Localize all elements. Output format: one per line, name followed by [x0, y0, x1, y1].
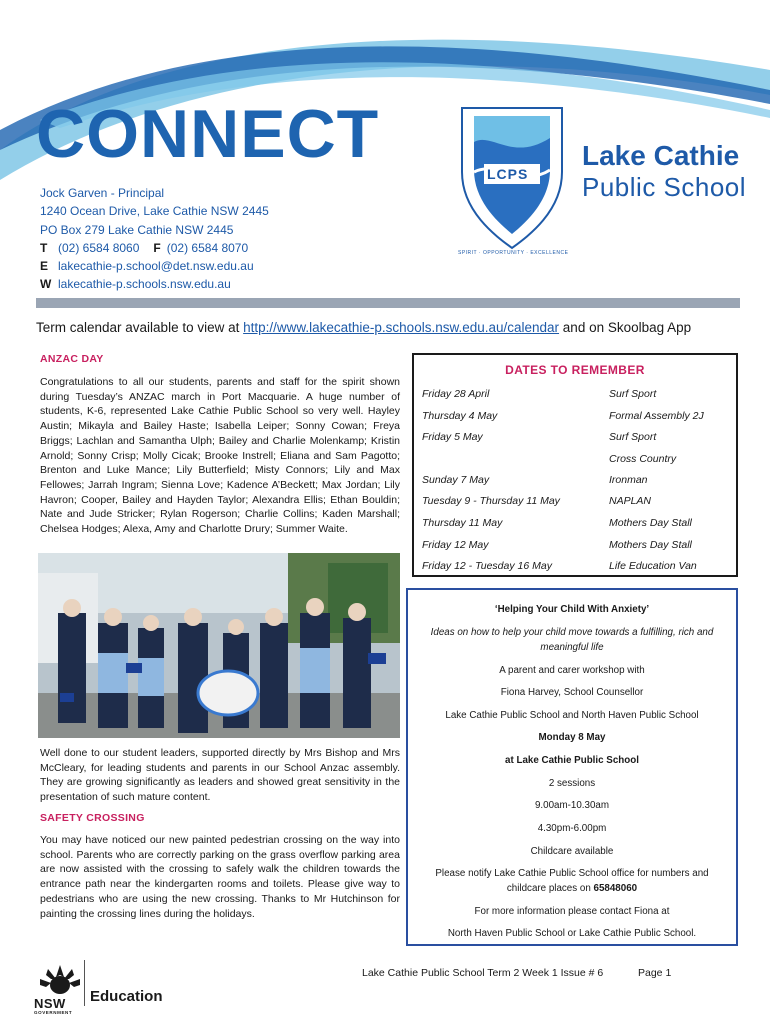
- anzac-heading: ANZAC DAY: [40, 353, 104, 365]
- workshop-session-2: 4.30pm-6.00pm: [537, 823, 607, 834]
- fax-label: F: [153, 240, 161, 255]
- dates-title: DATES TO REMEMBER: [505, 363, 645, 377]
- anzac-leaders-caption: Well done to our student leaders, supported directly by Mrs Bishop and Mrs McCleary, for leading students and parents in our School Anzac assembly. They are growing significantly as leaders and showed great sensitivity in the presentation of such mature content.: [40, 747, 400, 804]
- email-label: E: [40, 259, 49, 274]
- footer-logo-divider: [84, 960, 85, 1006]
- anzac-march-photo: [38, 553, 400, 738]
- calendar-prefix: Term calendar available to view at: [36, 320, 244, 335]
- dates-to-remember-box: DATES TO REMEMBER Friday 28 April Surf Sport Thursday 4 May Formal Assembly 2J Friday 5 May Surf Sport Cross Country Sunday 7 May Ironman Tuesday 9 - Thursday 11 May NAPLAN Thursday 11 May Mothers Day Stall Friday 12 May Mothers Day Stall Friday 12 - Tuesday 16 May Life Education Van: [412, 353, 738, 577]
- po-box: PO Box 279 Lake Cathie NSW 2445: [40, 222, 234, 237]
- crest-motto: SPIRIT · OPPORTUNITY · EXCELLENCE: [458, 250, 569, 256]
- workshop-title: ‘Helping Your Child With Anxiety’: [494, 604, 650, 615]
- workshop-date: Monday 8 May: [538, 732, 606, 743]
- website-link[interactable]: lakecathie-p.schools.nsw.edu.au: [58, 277, 231, 292]
- principal-name: Jock Garven - Principal: [40, 186, 165, 200]
- workshop-subtitle-2: meaningful life: [540, 642, 604, 653]
- workshop-line-3: Lake Cathie Public School and North Haven Public School: [445, 710, 699, 721]
- street-address: 1240 Ocean Drive, Lake Cathie NSW 2445: [40, 204, 269, 219]
- crest-initials: LCPS: [487, 166, 529, 182]
- web-line: [40, 275, 269, 293]
- school-name-line2: Public School: [582, 172, 747, 202]
- divider-bar: [36, 298, 740, 308]
- email-link[interactable]: lakecathie-p.school@det.nsw.edu.au: [58, 259, 254, 274]
- calendar-suffix: and on Skoolbag App: [559, 320, 692, 335]
- school-name-line1: Lake Cathie: [582, 140, 740, 171]
- workshop-line-1: A parent and carer workshop with: [499, 665, 645, 676]
- calendar-link[interactable]: http://www.lakecathie-p.schools.nsw.edu.au/calendar: [243, 320, 560, 335]
- contact-block: [40, 184, 269, 294]
- workshop-session-1: 9.00am-10.30am: [534, 800, 610, 811]
- workshop-contact-1: For more information please contact Fiona at: [474, 906, 670, 917]
- workshop-sessions: 2 sessions: [548, 778, 596, 789]
- workshop-notify-2: childcare places on 65848060: [506, 883, 638, 894]
- phone-number: (02) 6584 8060: [58, 240, 140, 255]
- workshop-contact-2: North Haven Public School or Lake Cathie Public School.: [447, 928, 697, 939]
- page-number: Page 1: [638, 967, 672, 979]
- workshop-notify-1: Please notify Lake Cathie Public School office for numbers and: [435, 868, 709, 879]
- calendar-notice: [36, 320, 691, 335]
- workshop-venue: at Lake Cathie Public School: [505, 755, 639, 766]
- workshop-line-2: Fiona Harvey, School Counsellor: [500, 687, 644, 698]
- email-line: [40, 257, 269, 275]
- anzac-body: Congratulations to all our students, parents and staff for the spirit shown during Tuesday’s ANZAC march in Port Macquarie. A huge number of students, K-6, represented Lake Cathie Public School so very well. Hayley Austin; Mikayla and Bailey Haste; Isabella Leiper; Sonny Cowan; Freya Briggs; Lachlan and Samantha Ulph; Bailey and Charlie Molenkamp; Kristin Arnold; Sonny Crisp; Molly Cicak; Brooke Instrell; Eliana and Sam Pagotto; Brenton and Luke Mance; Lily Butterfield; Misty Connors; Lily and Max Fellowes; Jarrah Ingram; Sienna Love; Kadence A’Beckett; Max Jordan; Lily Havron; Cooper, Bailey and Hayden Taylor; Alexandra Ellis; Ethan Bouldin; Nate and Jude Stricker; Rylan Rogerson; Charlie Collins; Kaden Marshall; Chelsea Hodges; Alexa, Amy and Charlotte Drury; Summer Waite.: [40, 376, 400, 536]
- newsletter-title: CONNECT: [36, 96, 380, 172]
- safety-body: You may have noticed our new painted pedestrian crossing on the way into school. Parents who are correctly parking on the grass overflow parking area are now assisted with the crossing to safely walk the children towards the entrance path near the kindergarten rooms and toilets. Please give way to pedestrians who are using the new crossing. Thanks to Mr Hutchinson for painting the crossing lines during the holidays.: [40, 834, 400, 920]
- nsw-label: NSW: [34, 996, 66, 1011]
- education-label: Education: [90, 988, 163, 1005]
- workshop-phone: 65848060: [593, 883, 638, 894]
- government-label: GOVERNMENT: [34, 1010, 73, 1015]
- phone-label: T: [40, 240, 48, 255]
- workshop-childcare: Childcare available: [530, 846, 614, 857]
- workshop-subtitle-1: Ideas on how to help your child move towards a fulfilling, rich and: [430, 627, 714, 638]
- anxiety-workshop-box: [406, 588, 738, 946]
- safety-heading: SAFETY CROSSING: [40, 812, 145, 824]
- footer-issue: Lake Cathie Public School Term 2 Week 1 Issue # 6: [362, 967, 604, 979]
- phone-line: [40, 239, 269, 257]
- fax-number: (02) 6584 8070: [166, 240, 249, 255]
- web-label: W: [40, 277, 52, 292]
